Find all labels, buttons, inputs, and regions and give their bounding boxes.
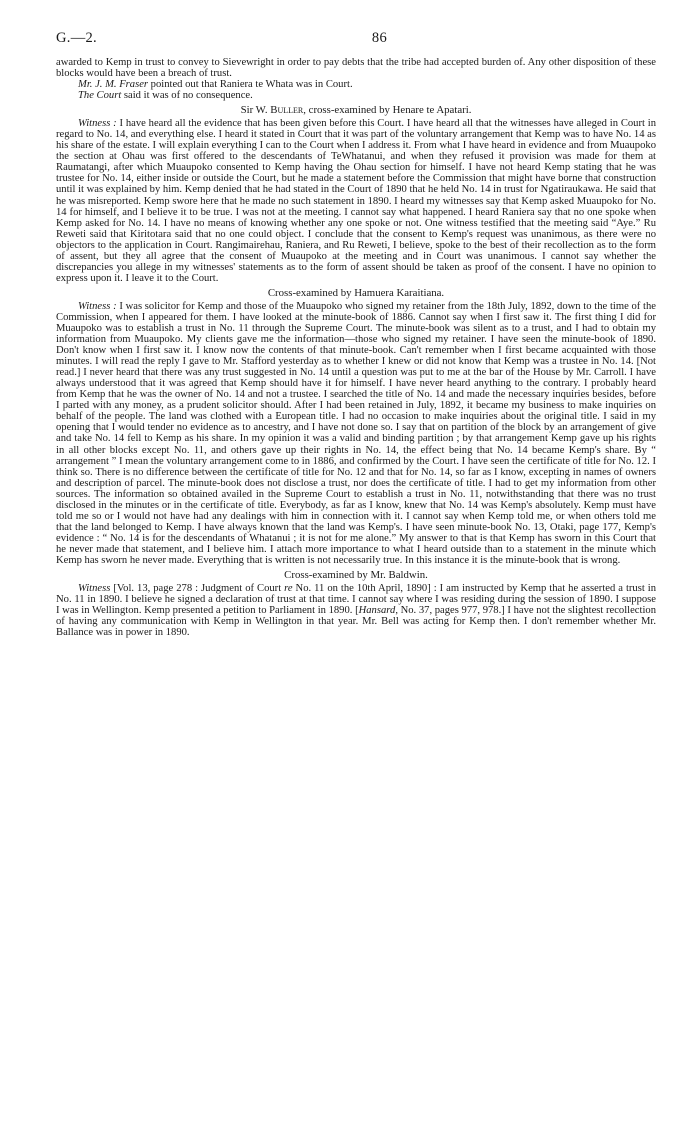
running-header — [56, 30, 656, 47]
testimony-text: I was solicitor for Kemp and those of the Muaupoko who signed my retainer from the 18th July, 1892, down to the time of the Commission, when I appeared for them. I have looked at the minute-book of 1886. Cannot say when I first saw it. The first thing I did for Muaupoko was to establish a trust in No. 11 through the Supreme Court. The minute-book was silent as to a trust, and I had to obtain my information from Muaupoko. My clients gave me the information—those who signed my retainer. I have seen the minute-book of 1890. Don't know when I first saw it. I know now the contents of that minute-book. Can't remember when I first became acquainted with those minutes. I will read the reply I gave to Mr. Stafford yesterday as to whether I knew or did not know that Kemp was a trustee in No. 14. — [56, 300, 656, 368]
paragraph-text: said it was of no consequence. — [121, 90, 253, 102]
testimony-text: No. 11 on the 10th April, 1890] : I am instructed by Kemp that he asserted a trust in No. 11 in 1890. I believe he signed a declaration of trust at that time. I cannot say where I was residing during the session of 1890. I suppose I was in Wellington. Kemp presented a petition to Parliament in 1890. [ — [56, 583, 656, 617]
testimony-paragraph — [56, 583, 656, 638]
witness-label: Witness : — [78, 118, 117, 130]
citation-title: Hansard — [358, 605, 396, 617]
witness-name: Buller — [270, 104, 304, 117]
testimony-text: I have heard all the evidence that has been given before this Court. I have heard all that the witnesses have alleged in Court in regard to No. 14, and everything else. I heard it stated in Court that it was part of the voluntary arrangement that Kemp was to have No. 14 as his share of the estate. I will explain everything I can to the Court when I address it. From what I have heard in evidence and from Muaupoko the section at Ohau was first offered to the descendants of TeWhatanui, and when they refused it provision was made for them at Raumatangi, after which Muaupoko consented to Kemp having the Ohau section for himself. I have not heard Kemp stating that he was trustee for No. 14, either inside or outside the Court, but he made a statement before the Commission that might have borne that construction until it was explained by him. Kemp denied that he had stated in the Court of 1890 that he held No. 14 in trust for Ngatiraukawa. He said that he was misreported. Kemp swore here that he made no such statement in 1890. I heard my witnesses say that Kemp asked Muaupoko for No. 14 for himself, and I believe it to be true. I was not at the meeting. I cannot say what happened. I heard Raniera say that no one spoke when Kemp asked for No. 14. I have no means of knowing whether any one spoke or not. One witness testified that the meeting said “Aye.” Ru Reweti said that Kiritotara said that no one could object. I conclude that the consent to Kemp's request was unanimous, as there were no objectors to the application in Court. Rangimairehau, Raniera, and Ru Reweti, I believe, spoke to the best of their recollection as to the form of assent, but they all agree that the consent of Muaupoko at the meeting and in Court was unanimous. I cannot say whether the discrepancies you allege in my witnesses' statements as to the form of assent should be taken as proof of the consent. I have no opinion to express upon it. I leave it to the Court. — [56, 118, 656, 284]
testimony-paragraph — [56, 118, 656, 284]
document-body — [56, 57, 656, 638]
paragraph-text: pointed out that Raniera te Whata was in Court. — [148, 79, 353, 91]
section-heading-buller: Sir W. Buller, cross-examined by Henare te Apatari. — [240, 104, 472, 117]
latin-term: re — [284, 583, 293, 595]
paragraph-fraser — [56, 79, 656, 90]
testimony-paragraph — [56, 301, 656, 566]
testimony-text: I never heard that there was any trust suggested in No. 14 until a question was put to me at the bar of the House by Mr. Carroll. I have always understood that it was agreed that Kemp should have it for himself. I have never heard anything to the contrary. I probably heard from Kemp that he was the owner of No. 14 and not a trustee. I searched the title of No. 14 and made the necessary inquiries besides, before I parted with any money, as a prudent solicitor should. After I had been retained in July, 1892, it became my business to make inquiries on behalf of the people. The land was clothed with a European title. I had no occasion to make inquiries about the original title. I said in my opening that I would tender no evidence as to ancestry, and I have not done so. I say that on partition of the block by an arrangement of give and take No. 14 fell to Kemp as his share. In my opinion it was a valid and binding partition ; by that arrangement Kemp gave up his rights in all other blocks except No. 11, and others gave up their rights in No. 14, the effect being that No. 14 became Kemp's share. By “ arrangement ” I mean the voluntary arrangement come to in 1886, and confirmed by the Court. I have seen the certificate of title for No. 12. I think so. There is no difference between the certificate of title for No. 12 and that for No. 14, so far as I know, excepting in names of owners and description of parcel. The minute-book does not disclose a trust, nor does the certificate of title. I had to get my information from other sources. The information so obtained availed in the Supreme Court to establish a trust in No. 11, notwithstanding that there was no trust disclosed in the minutes or in the certificate of title. Everybody, as far as I know, knew that No. 14 was Kemp's absolutely. Kemp must have told me so or I would not have had any dealings with him in connection with it. I cannot say when Kemp told me, or when others told me that the land belonged to Kemp. I have always known that the land was Kemp's. I have seen minute-book No. 13, Otaki, page 177, Kemp's evidence : “ No. 14 is for the descendants of Whatanui ; it is not for me alone.” My answer to that is that Kemp has sworn in this Court that he never made that statement, and I believe him. I attach more importance to what I heard outside than to a statement in the minute which Kemp has sworn he never made. Everything that is written is not necessarily true. In this instance it is the minute-book that is wrong. — [56, 367, 656, 566]
speaker-name: The Court — [78, 90, 122, 102]
section-heading-baldwin: Cross-examined by Mr. Baldwin. — [284, 569, 428, 582]
series-reference: G.—2. — [56, 30, 97, 46]
testimony-text: , No. 37, pages 977, 978.] I have not the slightest recollection of having any communication with Kemp in Wellington in that year. Mr. Bell was acting for Kemp then. I don't remember whether Mr. Ballance was in power in 1890. — [56, 605, 656, 639]
section-heading-karaitiana: Cross-examined by Hamuera Karaitiana. — [267, 286, 445, 299]
witness-label: Witness : — [78, 300, 117, 312]
paragraph-court — [56, 90, 656, 101]
witness-label: Witness — [78, 583, 111, 595]
testimony-text: [Vol. 13, page 278 : Judgment of Court — [110, 583, 285, 595]
paragraph-continuation: awarded to Kemp in trust to convey to Sievewright in order to pay debts that the tribe had accepted burden of. Any other disposition of these blocks would have been a breach of trust. — [56, 57, 656, 80]
page-number: 86 — [371, 30, 387, 46]
speaker-name: Mr. J. M. Fraser — [78, 79, 149, 91]
editorial-note: [Not read.] — [56, 356, 656, 379]
